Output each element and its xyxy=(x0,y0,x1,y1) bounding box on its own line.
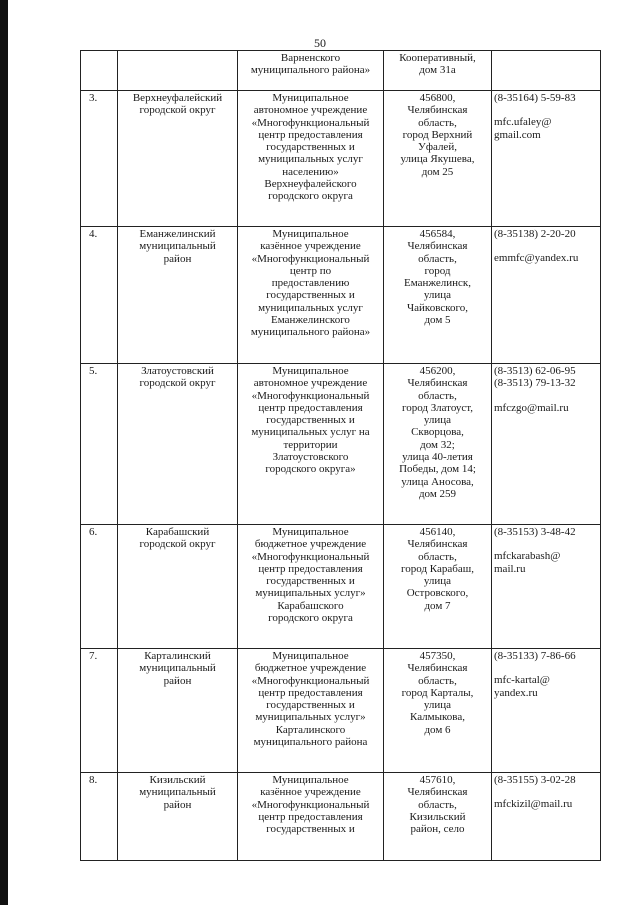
emails-line: yandex.ru xyxy=(494,686,538,699)
contact-cell xyxy=(492,525,601,649)
org-line: муниципальных услуг xyxy=(258,153,363,166)
org-line: «Многофункциональный xyxy=(251,116,370,129)
org-line: муниципальных услуг на xyxy=(251,426,370,439)
table-row xyxy=(81,51,601,91)
district-cell xyxy=(118,649,238,773)
org-line: населению» xyxy=(282,165,339,178)
org-line: Карталинского xyxy=(275,723,346,736)
district-line: Карабашский xyxy=(145,526,210,538)
org-line: «Многофункциональный xyxy=(251,252,370,265)
contact-cell xyxy=(492,773,601,861)
district-line: Еманжелинский xyxy=(139,228,216,240)
address-cell xyxy=(384,649,492,773)
address-cell xyxy=(384,51,492,91)
org-line: государственных и xyxy=(266,289,355,302)
address-cell xyxy=(384,773,492,861)
contact-spacer xyxy=(494,240,598,252)
organization-cell xyxy=(238,227,384,364)
address-line: 456140, xyxy=(419,526,456,538)
phones-line: (8-35153) 3-48-42 xyxy=(494,526,576,538)
address-line: область, xyxy=(418,674,457,687)
org-line: Верхнеуфалейского xyxy=(264,178,357,191)
address-line: 456200, xyxy=(419,365,456,377)
org-line: «Многофункциональный xyxy=(251,798,370,811)
org-line: центр предоставления xyxy=(258,401,363,414)
org-line: муниципального района xyxy=(253,736,368,749)
org-line: Еманжелинского xyxy=(271,314,350,327)
address-line: улица xyxy=(423,414,452,427)
address-line: 456584, xyxy=(419,228,456,240)
district-cell xyxy=(118,525,238,649)
org-line: центр предоставления xyxy=(258,810,363,823)
emails-line: mail.ru xyxy=(494,562,526,575)
phones-line: (8-35138) 2-20-20 xyxy=(494,228,576,240)
address-line: дом 259 xyxy=(418,487,457,500)
contact-spacer xyxy=(494,786,598,798)
org-line: Муниципальное xyxy=(272,526,349,538)
org-line: муниципального района» xyxy=(250,64,371,77)
district-line: городской округ xyxy=(139,538,216,551)
org-line: Варненского xyxy=(280,52,341,64)
address-line: дом 32; xyxy=(420,438,455,451)
address-line: улица xyxy=(423,699,452,712)
emails-line: mfczgo@mail.ru xyxy=(494,401,569,414)
emails-line: mfckizil@mail.ru xyxy=(494,798,573,811)
table-row xyxy=(81,773,601,861)
address-cell xyxy=(384,364,492,525)
contact-cell xyxy=(492,91,601,227)
address-line: Островского, xyxy=(406,587,469,600)
district-line: Карталинский xyxy=(144,650,211,662)
address-line: район, село xyxy=(410,823,465,836)
org-line: муниципального района» xyxy=(250,326,371,339)
org-line: Карабашского xyxy=(277,599,344,612)
district-line: район xyxy=(163,674,192,687)
org-line: центр предоставления xyxy=(258,128,363,141)
org-line: территории xyxy=(283,438,338,451)
contact-spacer xyxy=(494,662,598,674)
table-row xyxy=(81,525,601,649)
address-line: улица xyxy=(423,575,452,588)
address-line: область, xyxy=(418,252,457,265)
org-line: муниципальных услуг xyxy=(258,301,363,314)
district-cell xyxy=(118,51,238,91)
organization-cell xyxy=(238,51,384,91)
address-line: Челябинская xyxy=(407,662,468,675)
org-line: автономное учреждение xyxy=(253,104,368,117)
organization-cell xyxy=(238,525,384,649)
district-line: муниципальный xyxy=(139,240,216,253)
address-line: Челябинская xyxy=(407,104,468,117)
org-line: казённое учреждение xyxy=(260,786,361,799)
address-line: дом 31а xyxy=(419,64,456,77)
org-line: государственных и xyxy=(266,575,355,588)
address-line: дом 5 xyxy=(424,314,451,327)
row-number-cell: 8. xyxy=(81,773,118,861)
address-line: 457350, xyxy=(419,650,456,662)
org-line: казённое учреждение xyxy=(260,240,361,253)
address-line: улица Якушева, xyxy=(400,153,475,166)
row-number-cell: 7. xyxy=(81,649,118,773)
org-line: Муниципальное xyxy=(272,774,349,786)
table-row xyxy=(81,227,601,364)
address-cell xyxy=(384,525,492,649)
contact-cell xyxy=(492,227,601,364)
org-line: предоставлению xyxy=(271,277,350,290)
address-line: Челябинская xyxy=(407,786,468,799)
org-line: «Многофункциональный xyxy=(251,674,370,687)
address-line: Кизильский xyxy=(409,810,466,823)
org-line: государственных и xyxy=(266,823,355,836)
district-line: городской округ xyxy=(139,104,216,117)
address-line: улица xyxy=(423,289,452,302)
table-row xyxy=(81,91,601,227)
organization-cell xyxy=(238,773,384,861)
org-line: городского округа» xyxy=(265,463,356,476)
district-cell xyxy=(118,773,238,861)
emails-line: gmail.com xyxy=(494,128,541,141)
org-line: «Многофункциональный xyxy=(251,550,370,563)
table-row xyxy=(81,364,601,525)
org-line: государственных и xyxy=(266,141,355,154)
row-number-cell: 5. xyxy=(81,364,118,525)
org-line: городского округа xyxy=(268,190,353,203)
org-line: Муниципальное xyxy=(272,228,349,240)
address-line: Калмыкова, xyxy=(410,711,465,724)
district-line: муниципальный xyxy=(139,662,216,675)
address-line: дом 25 xyxy=(421,165,454,178)
contact-spacer xyxy=(494,104,598,116)
address-line: Скворцова, xyxy=(411,426,464,439)
org-line: Муниципальное xyxy=(272,650,349,662)
address-line: город xyxy=(424,264,451,277)
contact-cell xyxy=(492,649,601,773)
address-line: дом 7 xyxy=(424,599,451,612)
phones-line: (8-3513) 79-13-32 xyxy=(494,377,576,390)
phones-line: (8-35133) 7-86-66 xyxy=(494,650,576,662)
address-line: Уфалей, xyxy=(418,141,457,154)
address-line: город Карабаш, xyxy=(401,562,474,575)
phones-line: (8-35164) 5-59-83 xyxy=(494,92,576,104)
address-line: Победы, дом 14; xyxy=(399,463,476,476)
district-line: Златоустовский xyxy=(141,365,214,377)
org-line: центр по xyxy=(289,264,332,277)
address-line: Кооперативный, xyxy=(399,52,476,64)
address-line: область, xyxy=(418,116,457,129)
registry-body xyxy=(81,51,601,861)
emails-line: mfc-kartal@ xyxy=(494,674,550,687)
row-number-cell: 6. xyxy=(81,525,118,649)
row-number-cell xyxy=(81,51,118,91)
address-line: улица Аносова, xyxy=(401,475,474,488)
mfc-registry-table xyxy=(80,50,601,861)
address-line: город Златоуст, xyxy=(401,401,474,414)
address-line: улица 40-летия xyxy=(402,451,473,464)
address-line: город Карталы, xyxy=(401,686,474,699)
emails-line: mfckarabash@ xyxy=(494,550,561,563)
org-line: Муниципальное xyxy=(272,365,349,377)
phones-line: (8-3513) 62-06-95 xyxy=(494,365,576,377)
address-line: область, xyxy=(418,389,457,402)
organization-cell xyxy=(238,364,384,525)
address-cell xyxy=(384,91,492,227)
org-line: центр предоставления xyxy=(258,562,363,575)
org-line: городского округа xyxy=(268,612,353,625)
address-line: область, xyxy=(418,550,457,563)
address-line: дом 6 xyxy=(424,723,451,736)
org-line: муниципальных услуг» xyxy=(255,711,366,724)
emails-line: emmfc@yandex.ru xyxy=(494,252,579,265)
district-line: район xyxy=(163,798,192,811)
org-line: государственных и xyxy=(266,414,355,427)
contact-spacer xyxy=(494,390,598,402)
address-line: Челябинская xyxy=(407,240,468,253)
organization-cell xyxy=(238,91,384,227)
contact-spacer xyxy=(494,538,598,550)
district-line: городской округ xyxy=(139,377,216,390)
address-line: город Верхний xyxy=(402,128,473,141)
org-line: муниципальных услуг» xyxy=(255,587,366,600)
address-line: Еманжелинск, xyxy=(404,277,471,290)
district-cell xyxy=(118,227,238,364)
org-line: автономное учреждение xyxy=(253,377,368,390)
phones-line: (8-35155) 3-02-28 xyxy=(494,774,576,786)
address-line: область, xyxy=(418,798,457,811)
row-number-cell: 3. xyxy=(81,91,118,227)
address-line: Челябинская xyxy=(407,377,468,390)
scan-edge-bar xyxy=(0,0,8,905)
org-line: бюджетное учреждение xyxy=(254,538,367,551)
org-line: Муниципальное xyxy=(272,92,349,104)
address-cell xyxy=(384,227,492,364)
org-line: Златоустовского xyxy=(272,451,349,464)
org-line: «Многофункциональный xyxy=(251,389,370,402)
district-line: Верхнеуфалейский xyxy=(132,92,223,104)
page-number: 50 xyxy=(314,36,326,50)
district-line: район xyxy=(163,252,192,265)
org-line: центр предоставления xyxy=(258,686,363,699)
address-line: Чайковского, xyxy=(407,301,468,314)
emails-line: mfc.ufaley@ xyxy=(494,116,552,129)
table-row xyxy=(81,649,601,773)
district-line: Кизильский xyxy=(149,774,206,786)
address-line: 456800, xyxy=(419,92,456,104)
org-line: бюджетное учреждение xyxy=(254,662,367,675)
contact-cell xyxy=(492,364,601,525)
organization-cell xyxy=(238,649,384,773)
row-number-cell: 4. xyxy=(81,227,118,364)
district-cell xyxy=(118,91,238,227)
address-line: 457610, xyxy=(419,774,456,786)
district-line: муниципальный xyxy=(139,786,216,799)
contact-cell xyxy=(492,51,601,91)
org-line: государственных и xyxy=(266,699,355,712)
district-cell xyxy=(118,364,238,525)
address-line: Челябинская xyxy=(407,538,468,551)
